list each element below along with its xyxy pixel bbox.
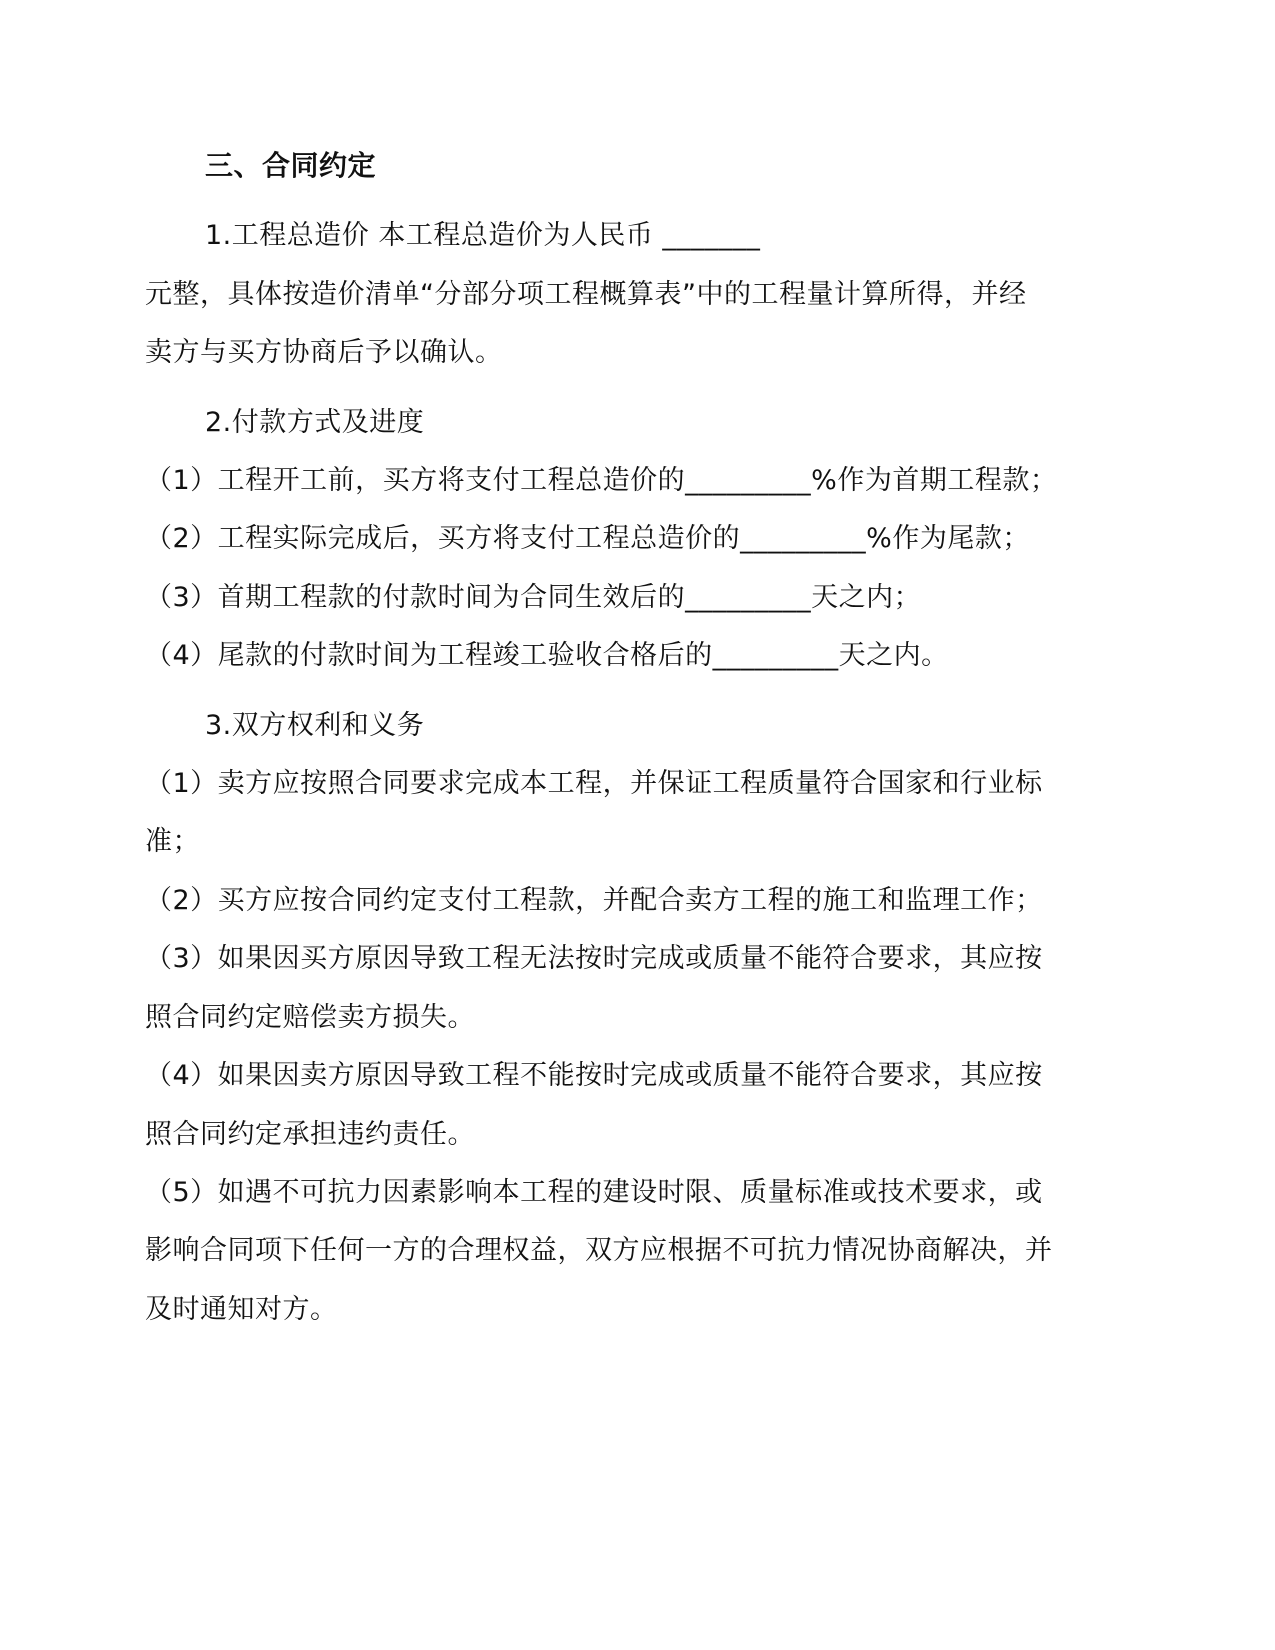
item2-paragraph-1: （1）工程开工前，买方将支付工程总造价的_________%作为首期工程款； [145, 465, 1058, 496]
item3-paragraph-4-line2: 照合同约定承担违约责任。 [145, 1119, 475, 1150]
item2-paragraph-3: （3）首期工程款的付款时间为合同生效后的_________天之内； [145, 582, 922, 613]
item2-paragraph-2: （2）工程实际完成后，买方将支付工程总造价的_________%作为尾款； [145, 523, 1030, 554]
item3-paragraph-5-line2: 影响合同项下任何一方的合理权益，双方应根据不可抗力情况协商解决，并 [145, 1235, 1053, 1266]
item3-paragraph-5-line1: （5）如遇不可抗力因素影响本工程的建设时限、质量标准或技术要求，或 [145, 1177, 1043, 1208]
item1-line1: 1.工程总造价 本工程总造价为人民币 _______ [205, 220, 761, 251]
item2-paragraph-4: （4）尾款的付款时间为工程竣工验收合格后的_________天之内。 [145, 640, 949, 671]
item2-heading: 2.付款方式及进度 [205, 407, 425, 438]
item3-paragraph-2: （2）买方应按合同约定支付工程款，并配合卖方工程的施工和监理工作； [145, 885, 1043, 916]
item3-heading: 3.双方权利和义务 [205, 710, 425, 741]
item3-paragraph-1-line1: （1）卖方应按照合同要求完成本工程，并保证工程质量符合国家和行业标 [145, 768, 1043, 799]
section-title: 三、合同约定 [205, 149, 377, 182]
item3-paragraph-1-line2: 准； [145, 826, 200, 857]
item1-line2: 元整，具体按造价清单“分部分项工程概算表”中的工程量计算所得，并经 [145, 279, 1027, 310]
item1-line3: 卖方与买方协商后予以确认。 [145, 337, 503, 368]
item3-paragraph-3-line2: 照合同约定赔偿卖方损失。 [145, 1002, 475, 1033]
item3-paragraph-3-line1: （3）如果因买方原因导致工程无法按时完成或质量不能符合要求，其应按 [145, 943, 1043, 974]
item3-paragraph-5-line3: 及时通知对方。 [145, 1294, 338, 1325]
item3-paragraph-4-line1: （4）如果因卖方原因导致工程不能按时完成或质量不能符合要求，其应按 [145, 1060, 1043, 1091]
